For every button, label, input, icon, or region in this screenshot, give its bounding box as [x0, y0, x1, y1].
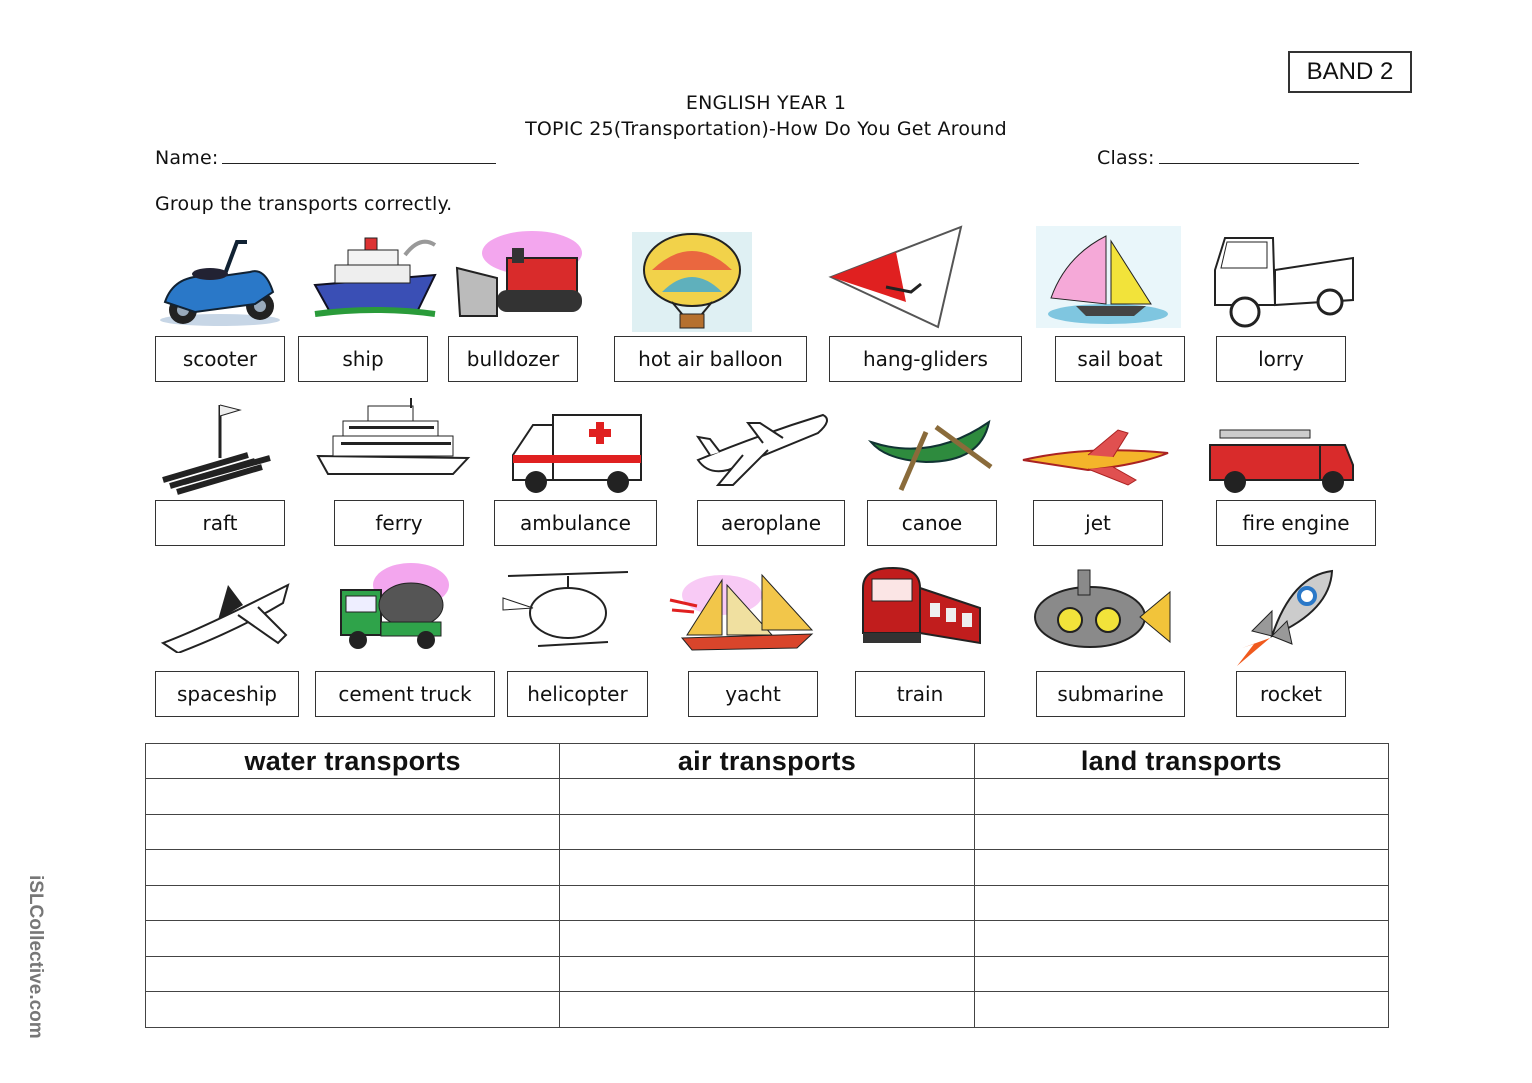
column-header-water: water transports	[146, 744, 560, 779]
answer-cell[interactable]	[974, 956, 1388, 992]
label-train: train	[855, 671, 985, 717]
band-label: BAND 2	[1288, 51, 1412, 93]
answer-cell[interactable]	[560, 921, 974, 957]
train-icon	[858, 563, 984, 649]
scooter-icon	[155, 232, 285, 330]
label-jet: jet	[1033, 500, 1163, 546]
label-hot-air-balloon: hot air balloon	[614, 336, 807, 382]
answer-cell[interactable]	[560, 956, 974, 992]
subject-title: ENGLISH YEAR 1	[685, 92, 847, 114]
answer-cell[interactable]	[146, 779, 560, 815]
table-row	[146, 779, 1389, 815]
table-row	[146, 850, 1389, 886]
rocket-icon	[1232, 566, 1340, 671]
answer-cell[interactable]	[146, 885, 560, 921]
sorting-table	[145, 743, 1389, 1028]
answer-cell[interactable]	[560, 814, 974, 850]
name-field	[155, 145, 496, 169]
yacht-icon	[662, 570, 824, 655]
label-aeroplane: aeroplane	[697, 500, 845, 546]
spaceship-icon	[158, 565, 300, 653]
fire-engine-icon	[1205, 420, 1355, 495]
canoe-icon	[866, 412, 994, 492]
jet-icon	[1018, 425, 1173, 487]
label-canoe: canoe	[867, 500, 997, 546]
aeroplane-icon	[688, 405, 834, 487]
column-header-air: air transports	[560, 744, 974, 779]
label-yacht: yacht	[688, 671, 818, 717]
topic-title: TOPIC 25(Transportation)-How Do You Get Around	[525, 118, 1007, 140]
table-row	[146, 885, 1389, 921]
table-row	[146, 814, 1389, 850]
label-submarine: submarine	[1036, 671, 1185, 717]
answer-cell[interactable]	[146, 921, 560, 957]
label-ferry: ferry	[334, 500, 464, 546]
answer-cell[interactable]	[146, 814, 560, 850]
sail-boat-icon	[1036, 226, 1181, 328]
table-row	[146, 992, 1389, 1028]
hang-glider-icon	[826, 222, 966, 332]
lorry-icon	[1205, 230, 1357, 330]
instruction: Group the transports correctly.	[155, 193, 453, 215]
ship-icon	[310, 230, 440, 318]
answer-cell[interactable]	[974, 814, 1388, 850]
table-row	[146, 921, 1389, 957]
cement-truck-icon	[336, 560, 451, 652]
answer-cell[interactable]	[974, 779, 1388, 815]
label-sail-boat: sail boat	[1055, 336, 1185, 382]
name-blank-line[interactable]	[222, 145, 496, 164]
column-header-land: land transports	[974, 744, 1388, 779]
table-row	[146, 956, 1389, 992]
label-lorry: lorry	[1216, 336, 1346, 382]
answer-cell[interactable]	[146, 992, 560, 1028]
answer-cell[interactable]	[974, 850, 1388, 886]
ambulance-icon	[508, 410, 644, 494]
label-ambulance: ambulance	[494, 500, 657, 546]
answer-cell[interactable]	[974, 992, 1388, 1028]
answer-cell[interactable]	[560, 850, 974, 886]
answer-cell[interactable]	[560, 885, 974, 921]
hot-air-balloon-icon	[632, 232, 752, 332]
class-blank-line[interactable]	[1159, 145, 1359, 164]
helicopter-icon	[498, 568, 636, 652]
answer-cell[interactable]	[560, 779, 974, 815]
label-ship: ship	[298, 336, 428, 382]
answer-cell[interactable]	[560, 992, 974, 1028]
raft-icon	[158, 400, 278, 495]
class-field	[1097, 145, 1359, 169]
label-hang-gliders: hang-gliders	[829, 336, 1022, 382]
label-helicopter: helicopter	[507, 671, 648, 717]
label-spaceship: spaceship	[155, 671, 299, 717]
table-header-row	[146, 744, 1389, 779]
label-cement-truck: cement truck	[315, 671, 495, 717]
label-rocket: rocket	[1236, 671, 1346, 717]
watermark: iSLCollective.com	[25, 875, 46, 1039]
submarine-icon	[1030, 562, 1175, 652]
class-label: Class:	[1097, 147, 1155, 169]
answer-cell[interactable]	[974, 921, 1388, 957]
answer-cell[interactable]	[974, 885, 1388, 921]
name-label: Name:	[155, 147, 219, 169]
label-fire-engine: fire engine	[1216, 500, 1376, 546]
bulldozer-icon	[452, 228, 587, 323]
answer-cell[interactable]	[146, 956, 560, 992]
answer-cell[interactable]	[146, 850, 560, 886]
label-bulldozer: bulldozer	[448, 336, 578, 382]
label-scooter: scooter	[155, 336, 285, 382]
label-raft: raft	[155, 500, 285, 546]
ferry-icon	[313, 396, 471, 480]
